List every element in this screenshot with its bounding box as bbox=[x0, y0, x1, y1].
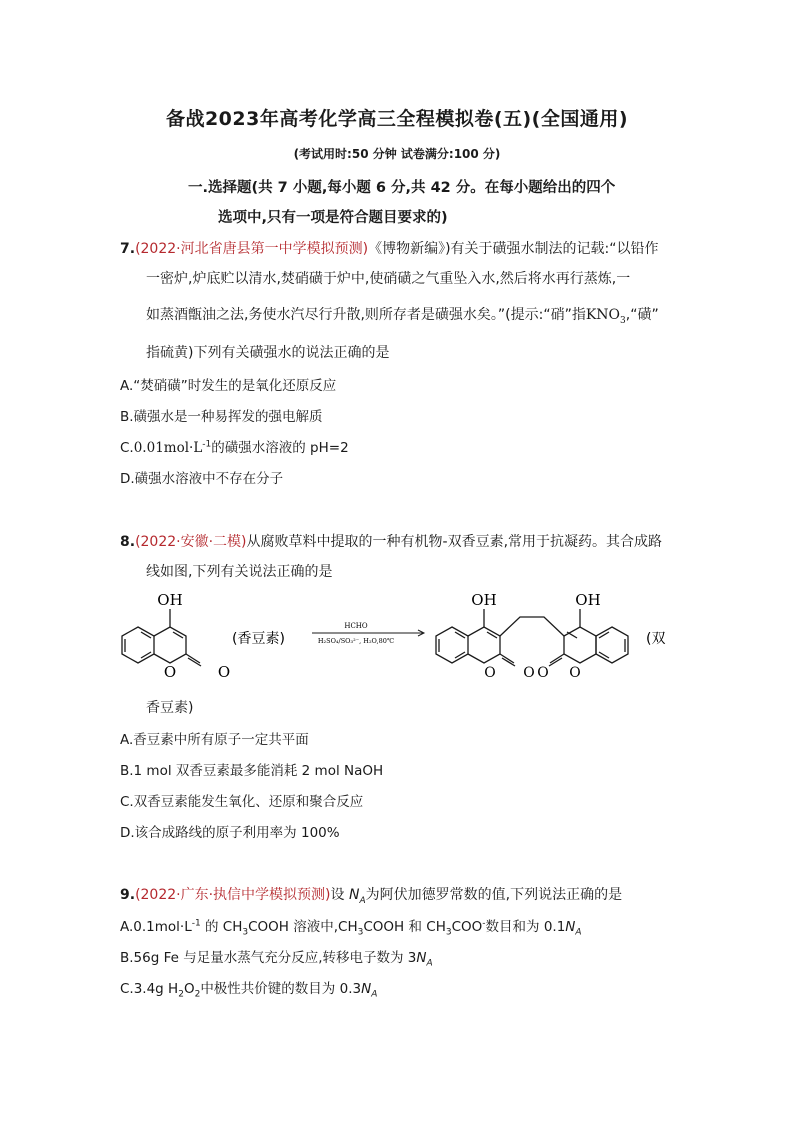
ring-oxygen-label: O bbox=[484, 665, 496, 681]
q9-option-b[interactable]: B.56g Fe 与足量水蒸气充分反应,转移电子数为 $3N_A$ bbox=[120, 950, 433, 969]
q9-option-c[interactable]: C.3.4g $H_2O_2$中极性共价键的数目为 $0.3N_A$ bbox=[120, 981, 378, 1000]
section-heading-line1: 一.选择题(共 7 小题,每小题 6 分,共 42 分。在每小题给出的四个 bbox=[188, 180, 616, 196]
reagent-label: HCHO bbox=[344, 622, 368, 630]
question-8-line2: 线如图,下列有关说法正确的是 bbox=[146, 564, 333, 580]
ring-oxygen-label: O bbox=[569, 665, 581, 681]
question-source: (2022·安徽·二模) bbox=[135, 534, 247, 550]
question-7-line4: 指硫黄)下列有关磺强水的说法正确的是 bbox=[146, 345, 390, 361]
q8-option-a[interactable]: A.香豆素中所有原子一定共平面 bbox=[120, 732, 309, 748]
coumarin-structure bbox=[122, 609, 201, 666]
reaction-arrow bbox=[312, 630, 424, 636]
q7-option-c[interactable]: $C.0.01mol\cdot L^{-1}$的磺强水溶液的 pH=2 bbox=[120, 439, 349, 456]
q8-option-d[interactable]: D.该合成路线的原子利用率为 100% bbox=[120, 825, 340, 841]
carbonyl-oxygen-label: O bbox=[537, 665, 549, 681]
question-text: ,“磺” bbox=[625, 307, 659, 323]
question-8-line1 bbox=[120, 531, 662, 551]
section-heading-line2: 选项中,只有一项是符合题目要求的) bbox=[218, 210, 448, 226]
question-9-line1: 9.(2022·广东·执信中学模拟预测)设 $N_A$为阿伏加德罗常数的值,下列说法正确的是 bbox=[120, 887, 623, 906]
ring-oxygen-label: O bbox=[163, 663, 177, 681]
oh-label: OH bbox=[575, 591, 601, 609]
carbonyl-oxygen-label: O bbox=[217, 663, 231, 681]
question-text: 如蒸酒甑油之法,务使水汽尽行升散,则所存者是磺强水矣。”(提示:“硝”指 bbox=[146, 307, 586, 323]
oh-label: OH bbox=[157, 591, 183, 609]
question-7-line2: 一密炉,炉底贮以清水,焚硝磺于炉中,使硝磺之气重坠入水,然后将水再行蒸炼,一 bbox=[146, 271, 631, 287]
exam-info: (考试用时:50 分钟 试卷满分:100 分) bbox=[293, 147, 501, 161]
coumarin-label: (香豆素) bbox=[232, 631, 285, 647]
carbonyl-oxygen-label: O bbox=[523, 665, 535, 681]
question-source: (2022·广东·执信中学模拟预测) bbox=[135, 887, 331, 903]
q7-option-d[interactable]: D.磺强水溶液中不存在分子 bbox=[120, 471, 284, 487]
page-title: 备战2023年高考化学高三全程模拟卷(五)(全国通用) bbox=[165, 108, 629, 130]
question-number: 8. bbox=[120, 534, 136, 550]
question-number: 9. bbox=[120, 887, 136, 903]
reaction-scheme bbox=[0, 585, 794, 695]
q7-option-b[interactable]: B.磺强水是一种易挥发的强电解质 bbox=[120, 409, 323, 425]
question-number: 7. bbox=[120, 241, 136, 257]
q8-option-c[interactable]: C.双香豆素能发生氧化、还原和聚合反应 bbox=[120, 794, 364, 810]
dicoumarol-label: (双 bbox=[646, 631, 666, 647]
question-7-line3 bbox=[146, 304, 659, 326]
question-7-line1 bbox=[120, 238, 659, 258]
conditions-label: H₂SO₄/SO₃²⁻, H₂O,80℃ bbox=[317, 637, 395, 645]
q9-option-a[interactable]: $A.0.1mol\cdot L^{-1}$ 的 $CH_3COOH$ 溶液中$,CH_3COOH$ 和 $CH_3COO^-$数目和为 $0.1N_A$ bbox=[120, 918, 582, 938]
question-source: (2022·河北省唐县第一中学模拟预测) bbox=[135, 241, 369, 257]
q8-option-b[interactable]: B.1 mol 双香豆素最多能消耗 2 mol NaOH bbox=[120, 763, 384, 779]
question-text: 从腐败草料中提取的一种有机物-双香豆素,常用于抗凝药。其合成路 bbox=[246, 534, 663, 550]
dicoumarol-label-wrap: 香豆素) bbox=[146, 700, 194, 716]
formula-kno3: $KNO_3$ bbox=[585, 307, 626, 326]
dicoumarol-structure bbox=[436, 609, 628, 666]
oh-label: OH bbox=[471, 591, 497, 609]
question-text: 《博物新编》)有关于磺强水制法的记载:“以铅作 bbox=[368, 241, 659, 257]
q7-option-a[interactable]: A.“焚硝磺”时发生的是氧化还原反应 bbox=[120, 378, 337, 394]
